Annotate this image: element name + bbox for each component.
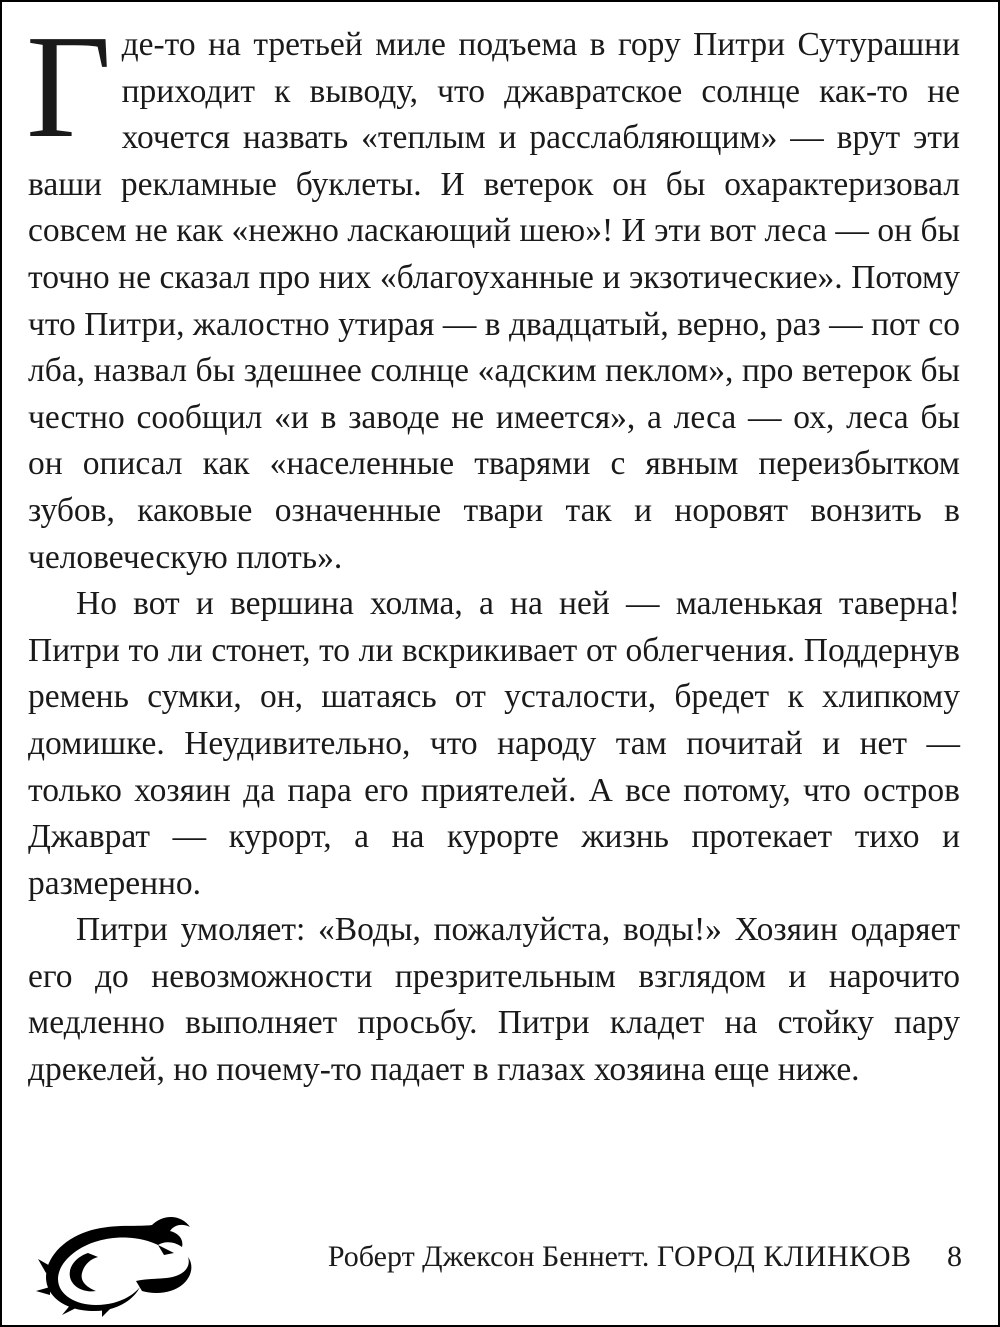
body-text [26, 5, 960, 1094]
book-title: ГОРОД КЛИНКОВ [656, 1240, 912, 1273]
drop-cap: Г [26, 5, 112, 169]
paragraph-3: Питри умоляет: «Воды, пожалуйста, воды!» Хозяин одаряет его до невозможности презрительным взглядом и нарочито медленно выполняет просьбу. Питри кладет на стойку пару дрекелей, но почему-то падает в глазах хозяина еще ниже. [28, 911, 960, 1089]
running-footer [232, 1237, 962, 1277]
paragraph-2: Но вот и вершина холма, а на ней — маленькая таверна! Питри то ли стонет, то ли вскрикивает от облегчения. Поддернув ремень сумки, он, шатаясь от усталости, бредет к хлипкому домишке. Неудивительно, что народу там почитай и нет — только хозяин да пара его приятелей. А все потому, что остров Джаврат — курорт, а на курорте жизнь протекает тихо и размеренно. [28, 585, 960, 902]
paragraph-1-text: де-то на третьей миле подъема в гору Питри Сутурашни приходит к выводу, что джавратское солнце как-то не хочется назвать «теплым и расслабляющим» — врут эти ваши рекламные буклеты. И ветерок он бы охарактеризовал совсем не как «нежно ласкающий шею»! И эти вот леса — он бы точно не сказал про них «благоуханные и экзотические». Потому что Питри, жалостно утирая — в двадцатый, верно, раз — пот со лба, назвал бы здешнее солнце «адским пеклом», про ветерок бы честно сообщил «и в заводе не имеется», а леса — ох, леса бы он описал как «населенные тварями с явным переизбытком зубов, каковые означенные твари так и норовят вонзить в человеческую плоть». [28, 26, 960, 576]
page-footer [32, 1197, 962, 1317]
dragon-logo-icon [32, 1207, 202, 1317]
author-name: Роберт Джексон Беннетт. [327, 1240, 650, 1273]
page-number: 8 [947, 1240, 962, 1273]
paragraph-1 [26, 5, 960, 581]
